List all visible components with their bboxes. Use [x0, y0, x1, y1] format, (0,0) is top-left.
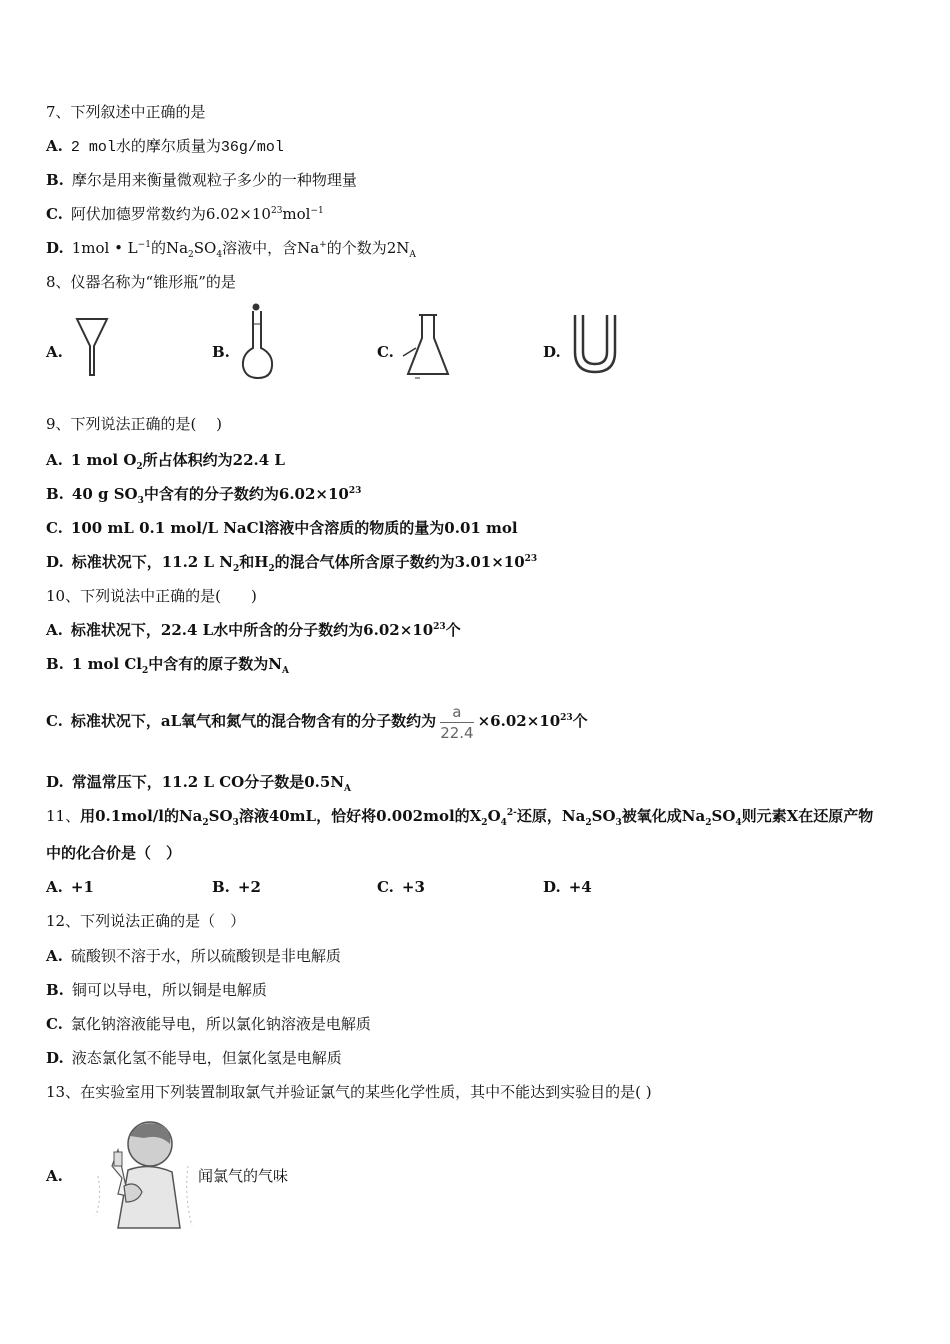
q12-stem: 12、下列说法正确的是（ ） — [46, 912, 246, 930]
q13-option-a-label: A. — [46, 1167, 63, 1185]
q9-option-c: C. 100 mL 0.1 mol/L NaCl溶液中含溶质的物质的量为0.01 mol — [46, 519, 518, 537]
q11-stem-line1: 11、用0.1mol/l的$Na_2SO_3$溶液40mL，恰好将0.002mol的$X_2O_4^{2-}$还原，$Na_2SO_3$被氧化成$Na_2SO_4$则元素X在还原产物 — [46, 807, 874, 828]
q10-option-b: B. 1 mol $Cl_2$中含有的原子数为$N_A$ — [46, 655, 289, 676]
q11-stem-line2: 中的化合价是（ ） — [46, 844, 182, 862]
q8-stem: 8、仪器名称为“锥形瓶”的是 — [46, 273, 236, 291]
q11-option-c: C. +3 — [377, 878, 425, 896]
q10-option-a: A. 标准状况下，22.4 L水中所含的分子数约为$6.02\times 10^{23}$个 — [46, 621, 461, 639]
person-smelling-gas-icon — [88, 1116, 196, 1234]
q7-option-a: A. 2 mol水的摩尔质量为36g/mol — [46, 137, 284, 156]
q12-option-a: A. 硫酸钡不溶于水，所以硫酸钡是非电解质 — [46, 947, 341, 965]
q12-option-b: B. 铜可以导电，所以铜是电解质 — [46, 981, 267, 999]
q11-option-b: B. +2 — [212, 878, 261, 896]
fraction: $\frac{a}{22.4}$ — [440, 702, 474, 742]
q13-stem: 13、在实验室用下列装置制取氯气并验证氯气的某些化学性质，其中不能达到实验目的是( ) — [46, 1083, 652, 1101]
q8-option-a-label: A. — [46, 343, 63, 361]
q9-stem: 9、下列说法正确的是( ) — [46, 415, 223, 433]
volumetric-flask-icon — [238, 302, 278, 380]
q9-option-a: A. 1 mol $O_2$所占体积约为22.4 L — [46, 451, 285, 472]
q10-stem: 10、下列说法中正确的是( ) — [46, 587, 257, 605]
u-tube-icon — [570, 312, 620, 376]
q10-option-d: D. 常温常压下，11.2 L CO分子数是$0.5N_A$ — [46, 773, 352, 794]
q7-option-b: B. 摩尔是用来衡量微观粒子多少的一种物理量 — [46, 171, 357, 189]
q8-option-d-label: D. — [543, 343, 561, 361]
q10-option-c: C. 标准状况下，aL氧气和氮气的混合物含有的分子数约为 $\frac{a}{22.4}$ $\times 6.02\times 10^{23}$个 — [46, 702, 588, 742]
conical-flask-icon — [402, 310, 454, 382]
q7-option-c: C. 阿伏加德罗常数约为$6.02\times 10^{23}mol^{-1}$ — [46, 205, 324, 223]
q13-option-a-caption: 闻氯气的气味 — [198, 1167, 289, 1185]
q12-option-c: C. 氯化钠溶液能导电，所以氯化钠溶液是电解质 — [46, 1015, 371, 1033]
q9-option-d: D. 标准状况下，11.2 L $N_2$和$H_2$的混合气体所含原子数约为$3.01\times 10^{23}$ — [46, 553, 538, 574]
q8-option-b-label: B. — [212, 343, 230, 361]
q9-option-b: B. 40 g $SO_3$中含有的分子数约为$6.02\times 10^{23}$ — [46, 485, 362, 506]
funnel-icon — [74, 314, 110, 378]
q11-option-a: A. +1 — [46, 878, 94, 896]
q7-stem: 7、下列叙述中正确的是 — [46, 103, 206, 121]
q8-option-c-label: C. — [377, 343, 394, 361]
q12-option-d: D. 液态氯化氢不能导电，但氯化氢是电解质 — [46, 1049, 342, 1067]
q11-option-d: D. +4 — [543, 878, 592, 896]
q7-option-d: D. 1mol • $L^{-1}$的$Na_2SO_4$溶液中，含Na+的个数为$2N_A$ — [46, 239, 416, 260]
